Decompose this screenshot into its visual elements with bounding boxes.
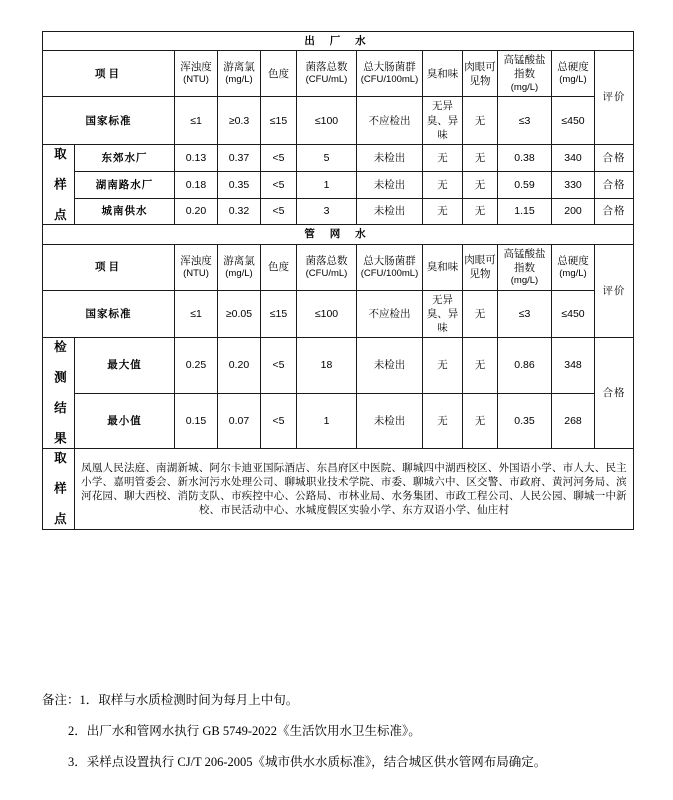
col-header-free-chlorine: 游离氯 (mg/L): [218, 244, 261, 290]
cell-evaluation: 合格: [595, 338, 634, 449]
cell-permanganate-index: 0.86: [498, 338, 552, 394]
cell-turbidity: 0.13: [175, 144, 218, 171]
std-permanganate-index: ≤3: [498, 97, 552, 145]
note-line-3: [42, 752, 642, 772]
std-colony-count: ≤100: [297, 290, 357, 338]
section-title-factory-water: 出 厂 水: [43, 32, 634, 51]
std-turbidity: ≤1: [175, 97, 218, 145]
col-header-visible-matter: 肉眼可见物: [463, 51, 498, 97]
col-header-odor-taste: 臭和味: [423, 244, 463, 290]
sample-point-group-label: 取 样 点: [43, 144, 75, 225]
table-row: [43, 171, 634, 198]
cell-total-coliform: 未检出: [357, 393, 423, 449]
cell-visible-matter: 无: [463, 393, 498, 449]
cell-colony-count: 1: [297, 171, 357, 198]
cell-evaluation: 合格: [595, 144, 634, 171]
cell-free-chlorine: 0.37: [218, 144, 261, 171]
std-turbidity: ≤1: [175, 290, 218, 338]
cell-odor-taste: 无: [423, 393, 463, 449]
cell-permanganate-index: 0.38: [498, 144, 552, 171]
note-item-3: 3．采样点设置执行 CJ/T 206-2005《城市供水水质标准》，结合城区供水管网布局确定。: [68, 755, 547, 769]
table-row: [43, 198, 634, 225]
cell-evaluation: 合格: [595, 171, 634, 198]
cell-total-coliform: 未检出: [357, 338, 423, 394]
table-header-row: [43, 51, 634, 97]
cell-turbidity: 0.25: [175, 338, 218, 394]
cell-colony-count: 18: [297, 338, 357, 394]
std-colony-count: ≤100: [297, 97, 357, 145]
cell-visible-matter: 无: [463, 198, 498, 225]
cell-colony-count: 1: [297, 393, 357, 449]
table-row: [43, 338, 634, 394]
col-header-turbidity: 浑浊度 (NTU): [175, 51, 218, 97]
col-header-colony-count: 菌落总数 (CFU/mL): [297, 51, 357, 97]
note-item-2: 2．出厂水和管网水执行 GB 5749-2022《生活饮用水卫生标准》。: [68, 724, 421, 738]
cell-visible-matter: 无: [463, 144, 498, 171]
cell-chromaticity: <5: [261, 144, 297, 171]
cell-odor-taste: 无: [423, 171, 463, 198]
cell-total-coliform: 未检出: [357, 144, 423, 171]
row-label-chengnan-supply: 城南供水: [75, 198, 175, 225]
table-header-row: [43, 244, 634, 290]
std-permanganate-index: ≤3: [498, 290, 552, 338]
section-title-row: [43, 32, 634, 51]
std-total-coliform: 不应检出: [357, 97, 423, 145]
cell-turbidity: 0.20: [175, 198, 218, 225]
cell-odor-taste: 无: [423, 198, 463, 225]
cell-visible-matter: 无: [463, 171, 498, 198]
cell-colony-count: 3: [297, 198, 357, 225]
section-title-pipe-network-water: 管 网 水: [43, 225, 634, 244]
cell-chromaticity: <5: [261, 198, 297, 225]
water-quality-table: [42, 31, 634, 530]
col-header-permanganate-index: 高锰酸盐指数 (mg/L): [498, 244, 552, 290]
national-standard-label: 国家标准: [43, 97, 175, 145]
std-chromaticity: ≤15: [261, 97, 297, 145]
std-visible-matter: 无: [463, 290, 498, 338]
note-line-2: [42, 721, 642, 741]
col-header-odor-taste: 臭和味: [423, 51, 463, 97]
col-header-item: 项目: [43, 51, 175, 97]
std-chromaticity: ≤15: [261, 290, 297, 338]
cell-total-hardness: 348: [552, 338, 595, 394]
std-total-hardness: ≤450: [552, 97, 595, 145]
cell-total-hardness: 268: [552, 393, 595, 449]
std-total-coliform: 不应检出: [357, 290, 423, 338]
cell-evaluation: 合格: [595, 198, 634, 225]
row-label-min-value: 最小值: [75, 393, 175, 449]
col-header-total-hardness: 总硬度 (mg/L): [552, 244, 595, 290]
std-total-hardness: ≤450: [552, 290, 595, 338]
col-header-visible-matter: 肉眼可见物: [463, 244, 498, 290]
std-free-chlorine: ≥0.05: [218, 290, 261, 338]
row-label-max-value: 最大值: [75, 338, 175, 394]
col-header-evaluation: 评价: [595, 244, 634, 338]
notes-block: [42, 690, 642, 783]
col-header-chromaticity: 色度: [261, 244, 297, 290]
cell-chromaticity: <5: [261, 393, 297, 449]
col-header-chromaticity: 色度: [261, 51, 297, 97]
cell-odor-taste: 无: [423, 338, 463, 394]
col-header-colony-count: 菌落总数 (CFU/mL): [297, 244, 357, 290]
note-line-1: [42, 690, 642, 710]
col-header-total-hardness: 总硬度 (mg/L): [552, 51, 595, 97]
notes-label: 备注：: [42, 693, 80, 707]
national-standard-row: [43, 290, 634, 338]
cell-colony-count: 5: [297, 144, 357, 171]
national-standard-row: [43, 97, 634, 145]
cell-permanganate-index: 1.15: [498, 198, 552, 225]
national-standard-label: 国家标准: [43, 290, 175, 338]
sample-points-row: [43, 449, 634, 530]
note-item-1: 1．取样与水质检测时间为每月上中旬。: [79, 693, 299, 707]
table-row: [43, 393, 634, 449]
cell-odor-taste: 无: [423, 144, 463, 171]
cell-chromaticity: <5: [261, 171, 297, 198]
col-header-total-coliform: 总大肠菌群 (CFU/100mL): [357, 51, 423, 97]
std-free-chlorine: ≥0.3: [218, 97, 261, 145]
cell-free-chlorine: 0.32: [218, 198, 261, 225]
cell-free-chlorine: 0.35: [218, 171, 261, 198]
cell-total-coliform: 未检出: [357, 198, 423, 225]
col-header-turbidity: 浑浊度 (NTU): [175, 244, 218, 290]
cell-free-chlorine: 0.20: [218, 338, 261, 394]
section-title-row: [43, 225, 634, 244]
cell-chromaticity: <5: [261, 338, 297, 394]
cell-free-chlorine: 0.07: [218, 393, 261, 449]
cell-permanganate-index: 0.59: [498, 171, 552, 198]
row-label-dongjiao-plant: 东郊水厂: [75, 144, 175, 171]
std-odor-taste: 无异臭、异味: [423, 97, 463, 145]
col-header-free-chlorine: 游离氯 (mg/L): [218, 51, 261, 97]
sample-points-label: 取 样 点: [43, 449, 75, 530]
row-label-hunanlu-plant: 湖南路水厂: [75, 171, 175, 198]
cell-total-hardness: 200: [552, 198, 595, 225]
cell-turbidity: 0.15: [175, 393, 218, 449]
cell-permanganate-index: 0.35: [498, 393, 552, 449]
col-header-total-coliform: 总大肠菌群 (CFU/100mL): [357, 244, 423, 290]
col-header-item: 项目: [43, 244, 175, 290]
col-header-permanganate-index: 高锰酸盐指数 (mg/L): [498, 51, 552, 97]
cell-total-coliform: 未检出: [357, 171, 423, 198]
cell-visible-matter: 无: [463, 338, 498, 394]
std-odor-taste: 无异臭、异味: [423, 290, 463, 338]
cell-total-hardness: 340: [552, 144, 595, 171]
cell-total-hardness: 330: [552, 171, 595, 198]
detection-result-group-label: 检 测 结 果: [43, 338, 75, 449]
std-visible-matter: 无: [463, 97, 498, 145]
table-row: [43, 144, 634, 171]
col-header-evaluation: 评价: [595, 51, 634, 145]
cell-turbidity: 0.18: [175, 171, 218, 198]
sample-points-text: 凤凰人民法庭、南湖新城、阿尔卡迪亚国际酒店、东昌府区中医院、聊城四中湖西校区、外国语小学、市人大、民主小学、嘉明管委会、新水河污水处理公司、聊城职业技术学院、市委、聊城六中、区交警、市政府、黄河河务局、滨河花园、聊大西校、消防支队、市疾控中心、公路局、市林业局、水务集团、市政工程公司、人民公园、聊城一中新校、市民活动中心、水城度假区实验小学、东方双语小学、仙庄村: [75, 449, 634, 530]
